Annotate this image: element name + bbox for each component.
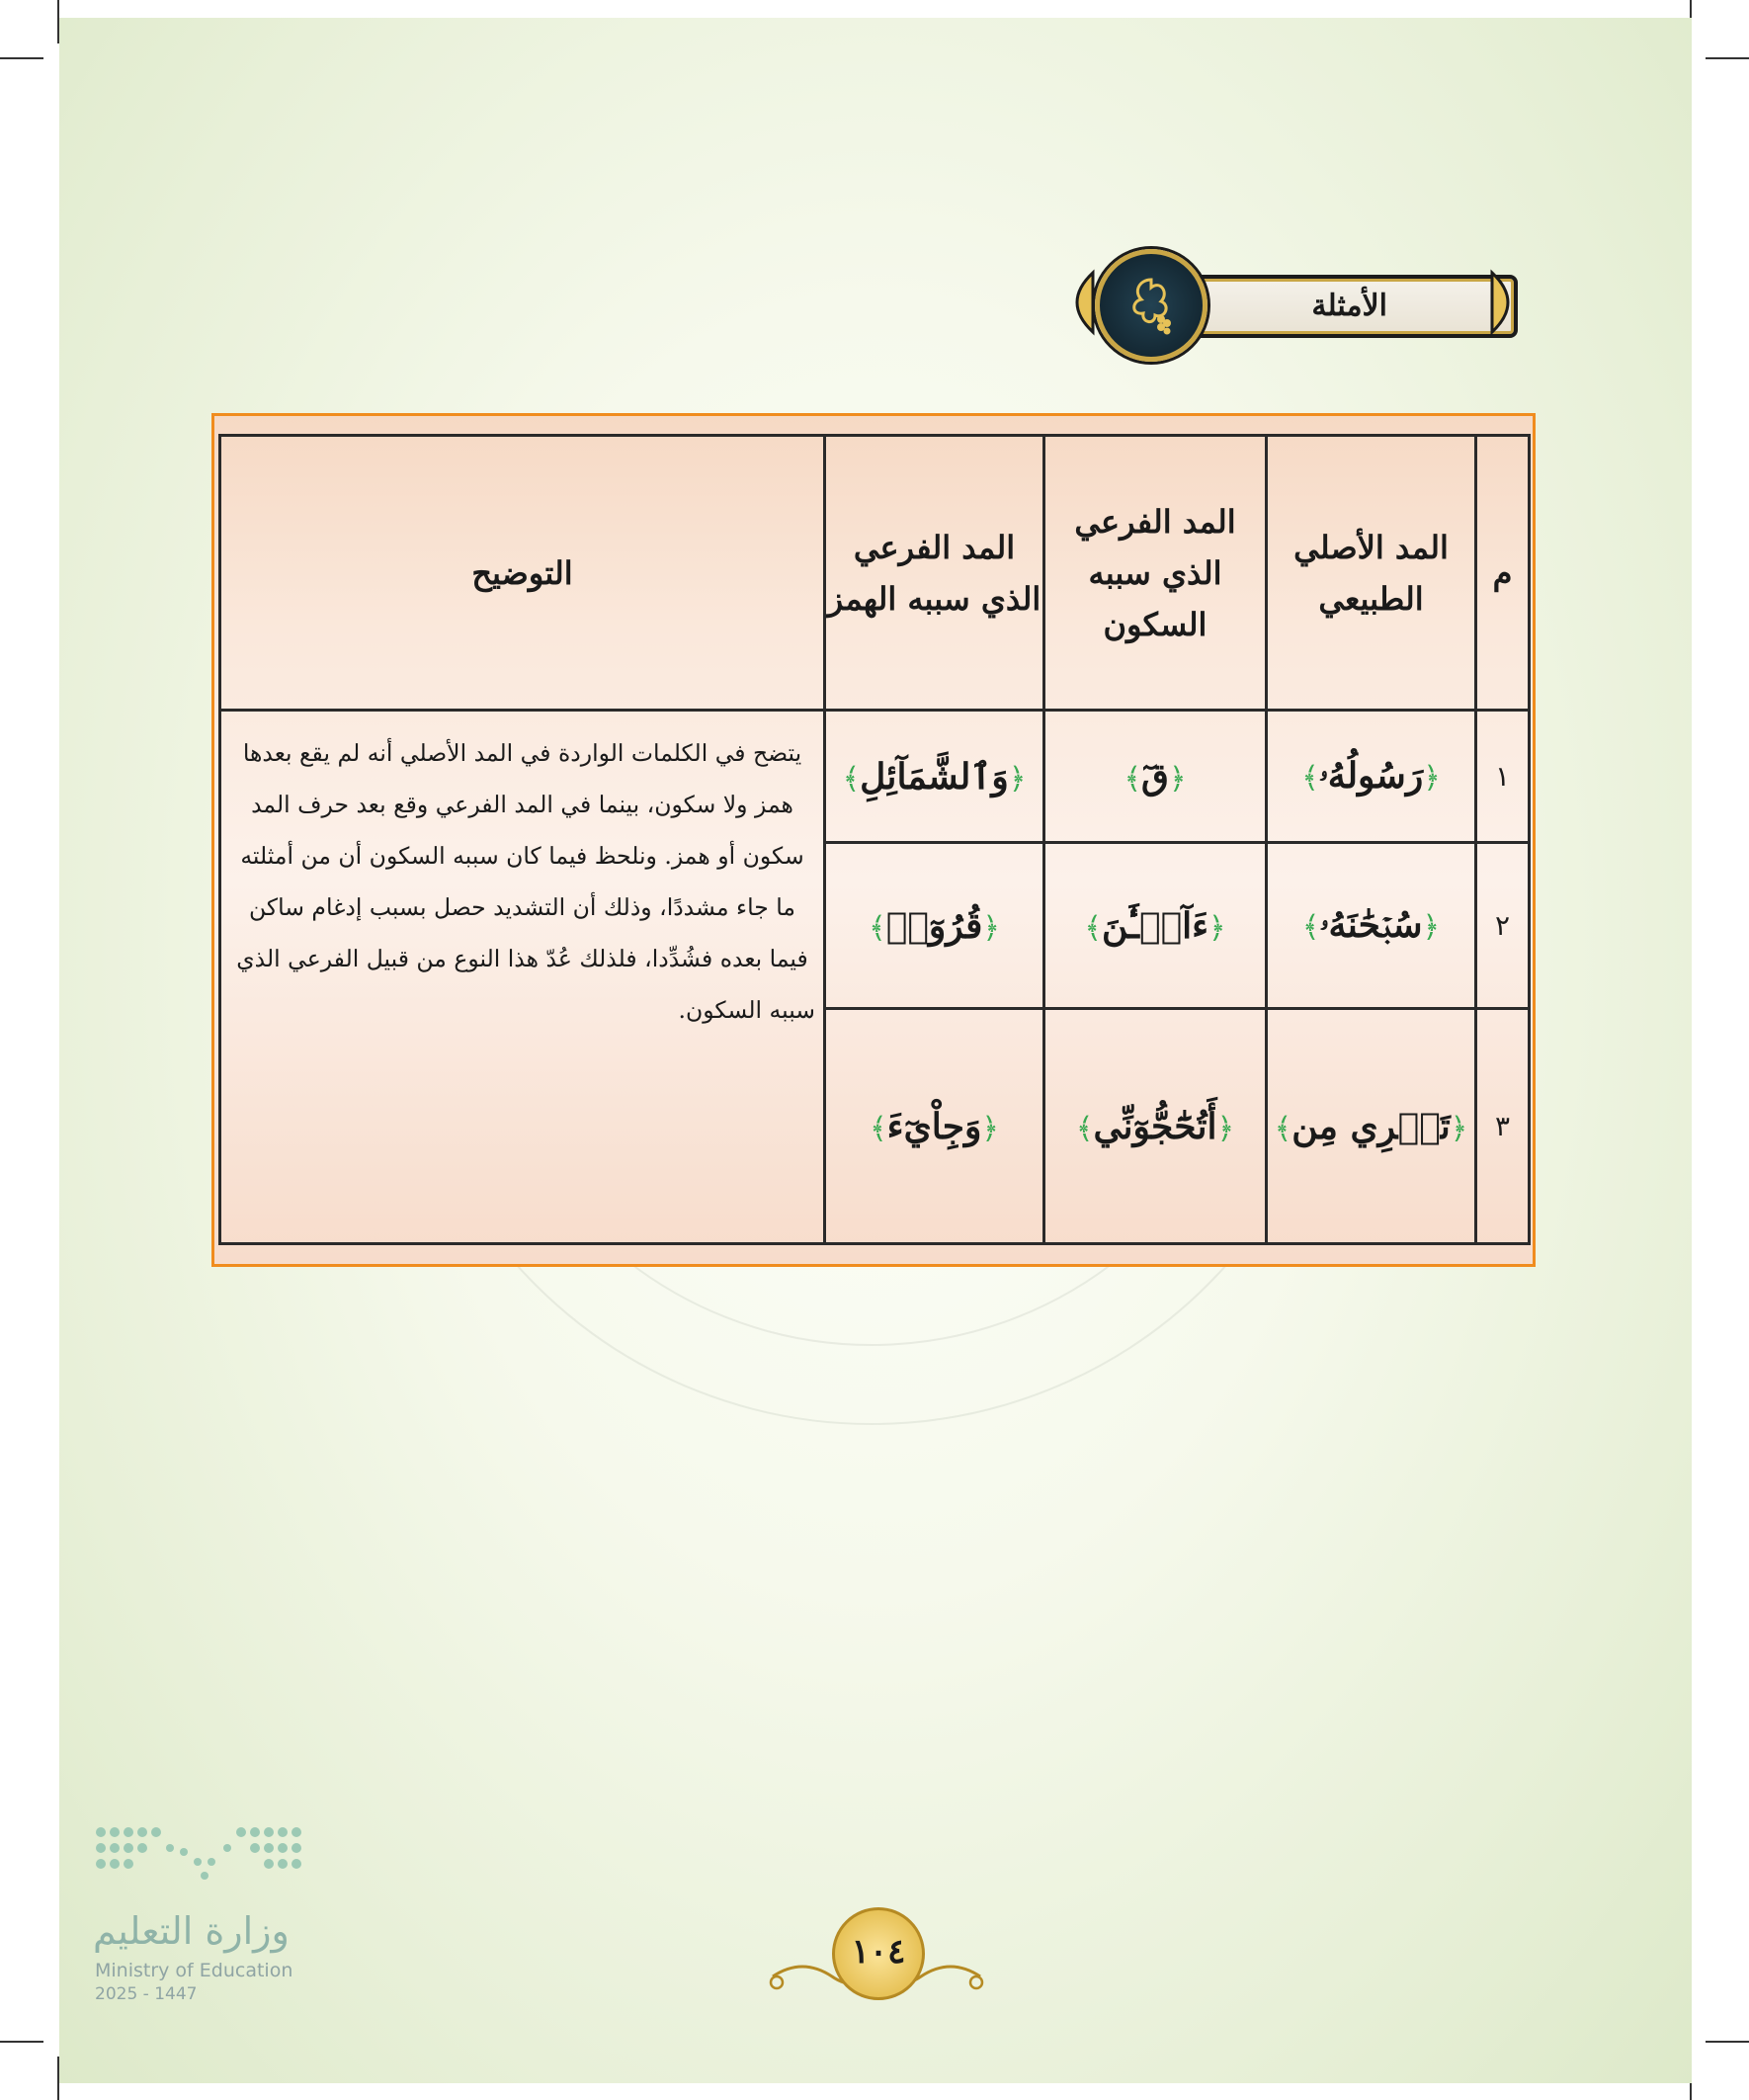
ministry-name-arabic: وزارة التعليم [93,1909,290,1953]
quran-word: ﴿وَجِاْيٓءَ﴾ [825,1009,1044,1244]
row-number: ٢ [1476,843,1530,1009]
crop-mark [1706,57,1749,59]
quran-word: ﴿رَسُولُهُۥ﴾ [1267,711,1476,843]
explanation-cell [220,711,825,1244]
header-asli: المد الأصلي الطبيعي [1267,436,1476,711]
header-hamz: المد الفرعي الذي سببه الهمز [825,436,1044,711]
row-number: ٣ [1476,1009,1530,1244]
header-explanation: التوضيح [220,436,825,711]
quran-word: ﴿وَٱلشَّمَآئِلِ﴾ [825,711,1044,843]
quran-word: ﴿تَجۡرِي مِن﴾ [1267,1009,1476,1244]
explanation-text: يتضح في الكلمات الواردة في المد الأصلي أنه لم يقع بعدها همز ولا سكون، بينما في المد الفرعي وقع بعد حرف المد سكون أو همز. ونلحظ فيما كان سببه السكون أن من أمثلته ما جاء مشددًا، وذلك أن التشديد حصل بسبب إدغام ساكن فيما بعده فشُدِّدا، فلذلك عُدّ هذا النوع من قبيل الفرعي الذي سببه السكون. [236,739,815,1024]
ribbon-end-ornament [1490,269,1530,336]
quran-word: ﴿سُبۡحَٰنَهُۥ﴾ [1267,843,1476,1009]
header-sukun: المد الفرعي الذي سببه السكون [1044,436,1267,711]
table-row [220,711,1530,843]
section-title: الأمثلة [1311,289,1387,323]
row-number: ١ [1476,711,1530,843]
ministry-year: 2025 - 1447 [95,1984,198,2004]
grape-leaf-icon [1095,249,1208,362]
ministry-logo-icon [93,1822,308,1884]
crop-mark [1706,2041,1749,2043]
header-num: م [1476,436,1530,711]
quran-word: ﴿قٓ﴾ [1044,711,1267,843]
page-number: ١٠٤ [832,1907,925,2000]
ribbon-end-ornament [1055,269,1095,336]
quran-word: ﴿قُرُوٓءٖ﴾ [825,843,1044,1009]
crop-mark [0,2041,43,2043]
examples-table [218,434,1531,1245]
section-header [1055,249,1536,356]
crop-mark [0,57,43,59]
table-header-row [220,436,1530,711]
ministry-name-english: Ministry of Education [95,1960,293,1981]
quran-word: ﴿أَتُحَٰٓجُّوٓنِّي﴾ [1044,1009,1267,1244]
table-frame [211,413,1536,1267]
quran-word: ﴿ءَآلۡـَٰٔنَ﴾ [1044,843,1267,1009]
